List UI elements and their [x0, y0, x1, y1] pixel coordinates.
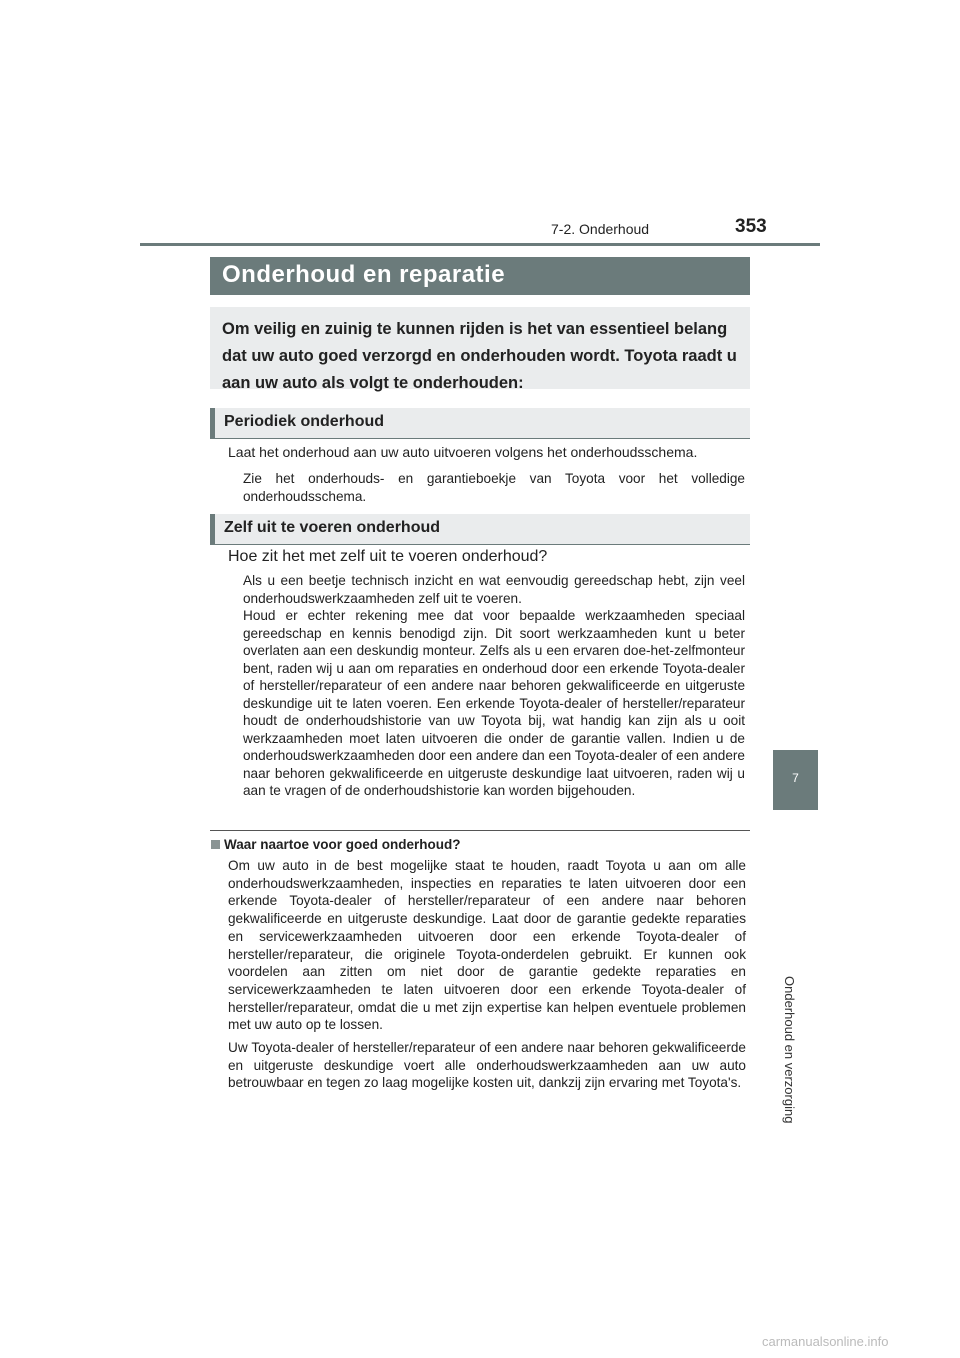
section-heading-periodic — [210, 408, 750, 439]
section-heading-text: Zelf uit te voeren onderhoud — [224, 519, 441, 536]
page-number: 353 — [735, 216, 767, 237]
header-divider — [140, 243, 820, 246]
section1-lead: Laat het onderhoud aan uw auto uitvoeren volgens het onderhoudsschema. — [228, 444, 698, 460]
page-title-bar — [210, 257, 750, 295]
note-heading — [211, 837, 461, 852]
intro-text: Om veilig en zuinig te kunnen rijden is het van essentieel belang dat uw auto goed verzorgd en onderhouden wordt. Toyota raadt u aan uw auto als volgt te onderhouden: — [222, 320, 737, 392]
note-heading-text: Waar naartoe voor goed onderhoud? — [224, 837, 461, 852]
intro-box — [210, 307, 750, 392]
chapter-title: Onderhoud en verzorging — [782, 976, 797, 1124]
watermark: carmanualsonline.info — [762, 1334, 889, 1349]
section-heading-text: Periodiek onderhoud — [224, 413, 385, 430]
section-heading-diy — [210, 514, 750, 545]
chapter-tab: 7 — [773, 750, 818, 810]
heading-accent-bar — [210, 514, 215, 544]
section2-lead: Hoe zit het met zelf uit te voeren onderhoud? — [228, 548, 548, 565]
page-title: Onderhoud en reparatie — [222, 261, 506, 288]
note-divider — [210, 830, 750, 831]
section1-text: Zie het onderhouds- en garantieboekje van Toyota voor het volledige onderhoudsschema. — [243, 471, 745, 504]
square-bullet-icon — [211, 840, 220, 849]
note-text-1: Om uw auto in de best mogelijke staat te houden, raadt Toyota u aan om alle onderhoudswerkzaamheden, inspecties en reparaties te laten uitvoeren door een erkende Toyota-dealer of hersteller/reparateur of een andere naar behoren gekwalificeerde en uitgeruste deskundige. Laat door de garantie gedekte reparaties en servicewerkzaamheden uitvoeren door een erkende Toyota-dealer of hersteller/reparateur, die originele Toyota-onderdelen gebruikt. Er kunnen ook voordelen aan zitten om niet door de garantie gedekte reparaties en servicewerkzaamheden te laten uitvoeren door een erkende Toyota-dealer of hersteller/reparateur, omdat die u met zijn expertise kan helpen eventuele problemen met uw auto op te lossen. — [228, 858, 746, 1033]
section2-text-1: Als u een beetje technisch inzicht en wat eenvoudig gereedschap hebt, zijn veel onderhoudswerkzaamheden zelf uit te voeren. — [243, 573, 745, 606]
note-text-2: Uw Toyota-dealer of hersteller/reparateur of een andere naar behoren gekwalificeerde en uitgeruste deskundige voert alle onderhoudswerkzaamheden aan uw auto betrouwbaar en tegen zo laag mogelijke kosten uit, dankzij zijn ervaring met Toyota's. — [228, 1040, 746, 1091]
section2-text-2: Houd er echter rekening mee dat voor bepaalde werkzaamheden speciaal gereedschap en kennis benodigd zijn. Dit soort werkzaamheden kunt u beter overlaten aan een deskundig monteur. Zelfs als u een ervaren doe-het-zelfmonteur bent, raden wij u aan om reparaties en onderhoud door een erkende Toyota-dealer of hersteller/reparateur of een andere naar behoren gekwalificeerde en uitgeruste deskundige uit te laten voeren. Een erkende Toyota-dealer of hersteller/reparateur houdt de onderhoudshistorie van uw Toyota bij, wat handig kan zijn als u ooit werkzaamheden moet laten uitvoeren die onder de garantie vallen. Indien u de onderhoudswerkzaamheden door een andere dan een Toyota-dealer of een andere naar behoren gekwalificeerde en uitgeruste deskundige laat uitvoeren, raden wij u aan te vragen of de onderhoudshistorie kan worden bijgehouden. — [243, 608, 745, 798]
header-section-title: 7-2. Onderhoud — [551, 221, 650, 237]
heading-accent-bar — [210, 408, 215, 438]
